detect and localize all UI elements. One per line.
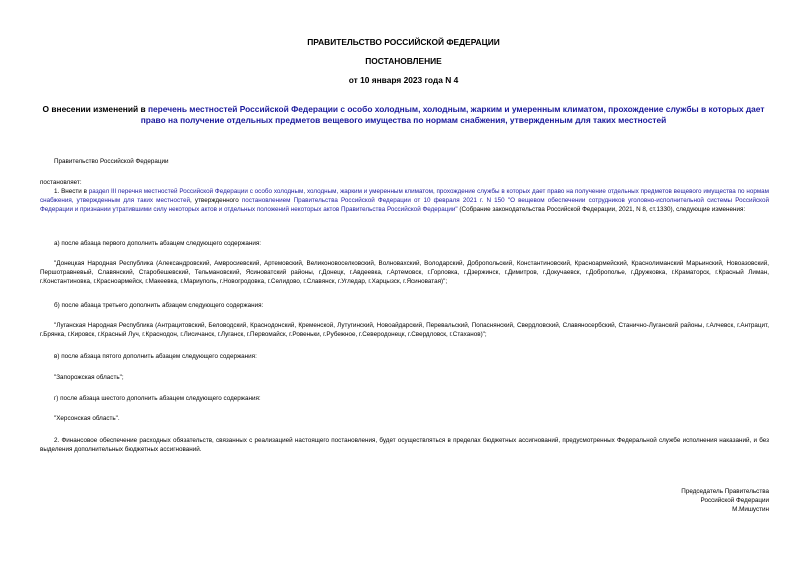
signature-name: М.Мишустин bbox=[732, 506, 769, 514]
item-1-link-section[interactable]: раздел III перечня местностей Российской Федерации с особо холодным, холодным, жарким и умеренным климатом, прохождение службы в которых дает право на получение отдельных предметов вещевого имущества по нормам снабжения, утвержденным для таких местностей bbox=[40, 188, 770, 205]
document-type-heading: ПОСТАНОВЛЕНИЕ bbox=[365, 56, 442, 66]
signature-block bbox=[681, 487, 769, 515]
subitem-v-quote: "Запорожская область"; bbox=[54, 374, 124, 381]
item-2-paragraph: 2. Финансовое обеспечение расходных обязательств, связанных с реализацией настоящего постановления, будет осуществляться в пределах бюджетных ассигнований, предусмотренных Федеральной службе исполнения наказаний, и без выделения дополнительных бюджетных ассигнований. bbox=[40, 437, 769, 454]
item-1-suffix: (Собрание законодательства Российской Федерации, 2021, N 8, ст.1330), следующие изменения: bbox=[457, 206, 746, 214]
government-heading: ПРАВИТЕЛЬСТВО РОССИЙСКОЙ ФЕДЕРАЦИИ bbox=[307, 37, 500, 47]
subitem-g-intro: г) после абзаца шестого дополнить абзацем следующего содержания: bbox=[54, 395, 261, 402]
subitem-a-quote: "Донецкая Народная Республика (Александровский, Амвросиевский, Артемовский, Великоновоселковский, Волновахский, Володарский, Добропольский, Константиновский, Красноармейский, Краснолиманский Марьинский, Новоазовский, Першотравневый, Славянский, Старобешевский, Тельмановский, Ясиноватский районы, г.Донецк, г.Авдеевка, г.Артемовск, г.Горловка, г.Дзержинск, г.Димитров, г.Докучаевск, г.Доброполье, г.Дружковка, г.Краматорск, г.Красный Лиман, г.Константиновка, г.Красноармейск, г.Макеевка, г.Мариуполь, г.Новогродовка, г.Селидово, г.Славянск, г.Угледар, г.Харцызск, г.Ясиноватая)"; bbox=[40, 260, 769, 286]
subitem-b-quote: "Луганская Народная Республика (Антрацитовский, Беловодский, Краснодонский, Кременской, Лутугинский, Новоайдарский, Перевальский, Попаснянский, Свердловский, Славяносербский, Станично-Луганский районы, г.Алчевск, г.Антрацит, г.Брянка, г.Кировск, г.Красный Луч, г.Краснодон, г.Лисичанск, г.Луганск, г.Первомайск, г.Ровеньки, г.Рубежное, г.Северодонецк, г.Свердловск, г.Стаханов)"; bbox=[40, 322, 769, 339]
item-1-link-decree[interactable]: постановлением Правительства Российской Федерации от 10 февраля 2021 г. N 150 "О вещевом обеспечении сотрудников уголовно-исполнительной системы Российской Федерации и признании утратившими силу некоторых актов и отдельных положений некоторых актов Правительства Российской Федерации" bbox=[40, 197, 769, 214]
government-line: Правительство Российской Федерации bbox=[54, 158, 169, 165]
item-1-paragraph bbox=[40, 187, 769, 215]
item-1-middle: , утвержденного bbox=[189, 197, 242, 205]
signature-position: Председатель Правительства bbox=[681, 488, 769, 495]
signature-organization: Российской Федерации bbox=[700, 497, 769, 505]
item-1-prefix: 1. Внести в bbox=[54, 188, 89, 195]
document-title bbox=[40, 104, 767, 126]
title-link[interactable]: перечень местностей Российской Федерации с особо холодным, холодным, жарким и умеренным климатом, прохождение службы в которых дает право на получение отдельных предметов вещевого имущества по нормам снабжения, утвержденным для таких местностей bbox=[140, 104, 765, 125]
subitem-a-intro: а) после абзаца первого дополнить абзацем следующего содержания: bbox=[54, 240, 262, 247]
subitem-g-quote: "Херсонская область". bbox=[54, 415, 120, 422]
title-prefix: О внесении изменений в bbox=[42, 104, 148, 114]
subitem-b-intro: б) после абзаца третьего дополнить абзацем следующего содержания: bbox=[54, 302, 264, 309]
decree-word: постановляет: bbox=[40, 179, 82, 186]
document-date: от 10 января 2023 года N 4 bbox=[348, 75, 459, 85]
subitem-v-intro: в) после абзаца пятого дополнить абзацем следующего содержания: bbox=[54, 353, 257, 360]
